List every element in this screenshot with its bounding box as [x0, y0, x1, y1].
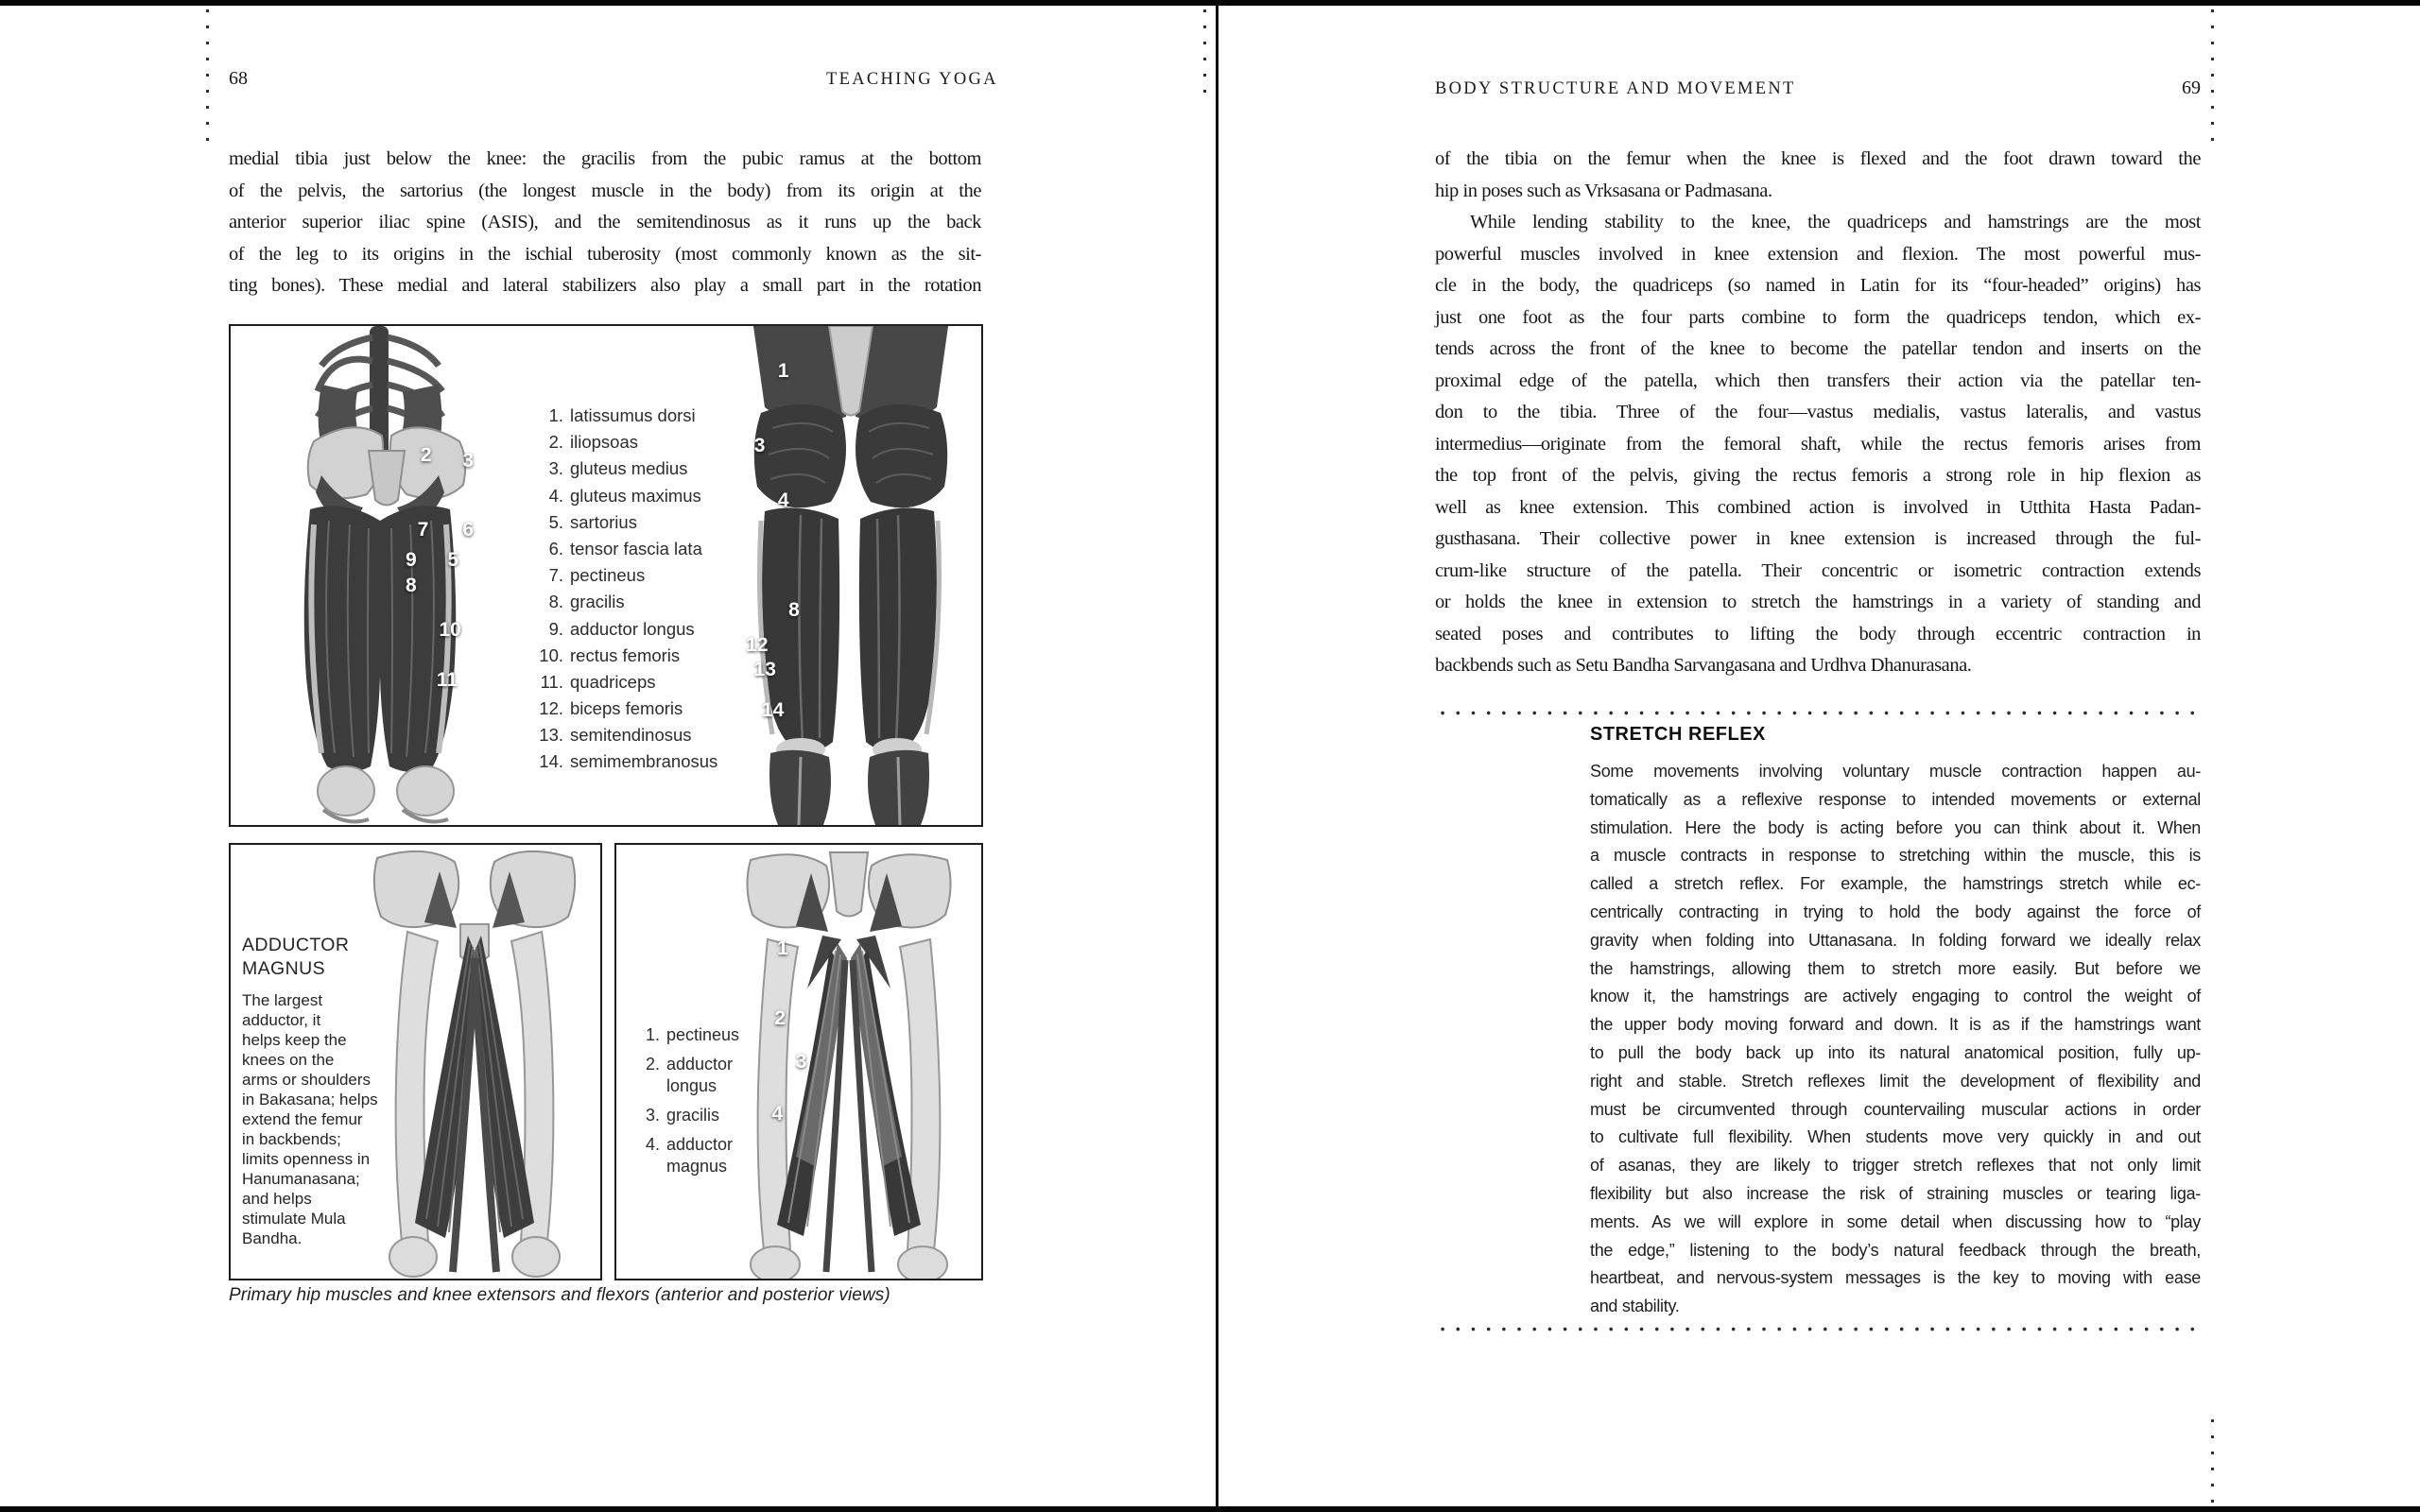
list-item [535, 539, 717, 565]
muscle-number-label: 2 [420, 444, 432, 467]
list-item-label: latissumus dorsi [570, 405, 696, 425]
text-line: must be circumvented through countervailing muscular actions in order [1590, 1099, 2201, 1119]
text-line: flexibility but also increase the risk of straining muscles or tearing liga- [1590, 1183, 2201, 1203]
text-line: centrically contracting in trying to hold the body against the force of [1590, 902, 2201, 921]
muscle-number-label: 8 [405, 574, 417, 596]
list-item-number: 10. [539, 644, 563, 665]
list-item [535, 751, 717, 778]
page-number: 68 [229, 68, 248, 89]
text-line: the top front of the pelvis, giving the rectus femoris a strong role in hip flexion as [1435, 465, 2201, 486]
dotted-rule-top [1435, 711, 2201, 715]
list-item-label: sartorius [570, 511, 637, 532]
figure-caption: Primary hip muscles and knee extensors and flexors (anterior and posterior views) [229, 1285, 890, 1305]
muscle-number-label: 12 [746, 633, 769, 656]
text-line: don to the tibia. Three of the four—vastus medialis, vastus lateralis, and vastus [1435, 402, 2201, 422]
muscle-number-label: 13 [753, 659, 776, 681]
list-item [535, 672, 717, 698]
dotted-rule-bottom [1435, 1327, 2201, 1332]
text-line: seated poses and contributes to lifting the body through eccentric contraction in [1435, 623, 2201, 644]
list-item [535, 432, 717, 458]
text-line: right and stable. Stretch reflexes limit the development of flexibility and [1590, 1071, 2201, 1091]
list-item-number: 11. [540, 671, 563, 692]
text-line: Some movements involving voluntary muscle contraction happen au- [1590, 762, 2201, 781]
muscle-number-label: 5 [447, 549, 459, 572]
posterior-right-illustration [717, 326, 981, 825]
running-head: TEACHING YOGA [826, 70, 998, 89]
list-item-number: 4. [645, 1135, 660, 1154]
knee-right [512, 1237, 560, 1277]
list-item-number: 6. [548, 538, 563, 558]
text-line: extend the femur [242, 1110, 363, 1128]
adductor-magnus-title: ADDUCTOR MAGNUS [242, 935, 350, 979]
list-item-label: semimembranosus [570, 751, 718, 772]
list-item-label: adductor magnus [666, 1135, 734, 1176]
text-line: tomatically as a reflexive response to intended movements or external [1590, 789, 2201, 809]
body-paragraph [1435, 207, 2201, 682]
list-item-number: 3. [645, 1106, 660, 1125]
knee-left [389, 1237, 437, 1277]
list-item-number: 12. [539, 698, 563, 719]
adductor-magnus-box [229, 843, 602, 1280]
text-line: to pull the body back up into its natural anatomical position, fully up- [1590, 1042, 2201, 1062]
list-item [535, 486, 717, 512]
muscle-number-label: 3 [462, 449, 475, 472]
list-item-label: gluteus medius [570, 458, 688, 479]
text-line: the upper body moving forward and down. It is as if the hamstrings want [1590, 1015, 2201, 1035]
list-item-label: tensor fascia lata [570, 538, 702, 558]
sidebar-text [1590, 758, 2201, 1321]
text-line: While lending stability to the knee, the quadriceps and hamstrings are the most [1470, 212, 2201, 232]
list-item [535, 405, 717, 432]
list-item-label: semitendinosus [570, 725, 692, 746]
list-item [535, 725, 717, 751]
text-line: to cultivate full flexibility. When students move very quickly in and out [1590, 1127, 2201, 1147]
muscle-number-label: 6 [462, 519, 475, 541]
list-item-number: 8. [548, 592, 563, 612]
list-item-number: 2. [548, 432, 563, 453]
text-line: gusthasana. Their collective power in knee extension is increased through the ful- [1435, 528, 2201, 549]
list-item-label: quadriceps [570, 671, 656, 692]
anterior-adductor-illustration [349, 845, 600, 1279]
list-item-number: 1. [645, 1025, 660, 1044]
text-line: knees on the [242, 1051, 335, 1069]
text-line: heartbeat, and nervous-system messages is the key to moving with ease [1590, 1268, 2201, 1288]
list-item [535, 645, 717, 672]
body-paragraph [1435, 144, 2201, 207]
text-line: adductor, it [242, 1011, 321, 1029]
muscle-number-label: 4 [777, 489, 789, 511]
text-line: hip in poses such as Vrksasana or Padmasana. [1435, 180, 1772, 201]
text-line: in backbends; [242, 1130, 341, 1148]
text-line: Hanumanasana; [242, 1170, 360, 1188]
text-line: intermedius—originate from the femoral shaft, while the rectus femoris arises from [1435, 433, 2201, 455]
list-item-label: gracilis [666, 1106, 720, 1125]
text-line: stimulate Mula [242, 1210, 346, 1228]
list-item-number: 5. [548, 511, 563, 532]
stretch-reflex-sidebar [1590, 724, 2201, 1321]
text-line: crum-like structure of the patella. Their concentric or isometric contraction extends [1435, 559, 2201, 581]
text-line: backbends such as Setu Bandha Sarvangasana and Urdhva Dhanurasana. [1435, 655, 1972, 676]
text-line: powerful muscles involved in knee extension and flexion. The most powerful mus- [1435, 243, 2201, 265]
list-item [535, 458, 717, 485]
running-head: BODY STRUCTURE AND MOVEMENT [1435, 79, 1796, 98]
text-line: know it, the hamstrings are actively engaging to control the weight of [1590, 987, 2201, 1006]
text-line: and helps [242, 1190, 312, 1208]
figure-number-overlay [231, 326, 531, 825]
muscle-number-label: 14 [761, 698, 785, 721]
text-line: tends across the front of the knee to become the patellar tendon and inserts on the [1435, 338, 2201, 359]
muscle-number-label: 7 [417, 519, 429, 541]
text-line: of the leg to its origins in the ischial tuberosity (most commonly known as the sit- [229, 243, 981, 265]
figure-number-overlay [717, 845, 981, 1279]
list-item [535, 698, 717, 725]
anatomy-figure-box [229, 324, 983, 827]
anterior-pelvis-art [349, 845, 600, 1279]
text-line: ting bones). These medial and lateral stabilizers also play a small part in the rotation [229, 275, 981, 296]
list-item [535, 565, 717, 592]
text-line: and stability. [1590, 1297, 1680, 1316]
muscle-number-label: 4 [771, 1102, 784, 1125]
text-line: arms or shoulders [242, 1071, 372, 1089]
right-page [1219, 0, 2420, 1512]
anterior-figure-box [614, 843, 983, 1280]
text-line: ments. As we will explore in some detail when discussing how to “play [1590, 1211, 2201, 1231]
list-item-label: rectus femoris [570, 644, 681, 665]
sidebar-title: STRETCH REFLEX [1590, 724, 1766, 745]
list-item-label: pectineus [570, 565, 646, 586]
list-item-label: iliopsoas [570, 432, 638, 453]
list-item-number: 7. [548, 565, 563, 586]
text-line: of the tibia on the femur when the knee is flexed and the foot drawn toward the [1435, 148, 2201, 169]
text-line: a muscle contracts in response to stretching within the muscle, this is [1590, 846, 2201, 866]
text-line: limits openness in [242, 1150, 371, 1168]
text-line: cle in the body, the quadriceps (so named in Latin for its “four-headed” origins) has [1435, 275, 2201, 296]
muscle-label-list [535, 405, 717, 779]
list-item-label: adductor longus [570, 618, 695, 639]
muscle-number-label: 2 [774, 1006, 786, 1029]
text-line: anterior superior iliac spine (ASIS), and the semitendinosus as it runs up the back [229, 212, 981, 232]
muscle-number-label: 1 [777, 937, 788, 960]
list-item-label: adductor longus [666, 1055, 734, 1095]
text-line: just one foot as the four parts combine to form the quadriceps tendon, which ex- [1435, 306, 2201, 328]
list-item-label: gracilis [570, 592, 625, 612]
list-item [535, 512, 717, 539]
text-line: or holds the knee in extension to stretch the hamstrings in a variety of standing and [1435, 592, 2201, 612]
muscle-number-label: 3 [753, 434, 766, 456]
list-item-number: 14. [539, 751, 563, 772]
list-item-label: gluteus maximus [570, 485, 701, 506]
list-item-label: pectineus [666, 1025, 740, 1044]
muscle-number-label: 8 [788, 598, 800, 621]
text-line: of the pelvis, the sartorius (the longest muscle in the body) from its origin at the [229, 180, 981, 201]
text-line: the edge,” listening to the body’s natural feedback through the breath, [1590, 1240, 2201, 1260]
list-item [535, 619, 717, 645]
list-item-label: biceps femoris [570, 698, 683, 719]
list-item-number: 3. [548, 458, 563, 479]
list-item-number: 4. [548, 485, 563, 506]
text-line: Bandha. [242, 1229, 302, 1247]
list-item-number: 13. [539, 725, 563, 746]
text-line: stimulation. Here the body is acting before you can think about it. When [1590, 817, 2201, 837]
figure-number-overlay [717, 326, 981, 825]
muscle-number-label: 3 [795, 1050, 807, 1073]
list-item-number: 1. [548, 405, 563, 425]
list-item [535, 592, 717, 618]
body-paragraph [229, 144, 981, 302]
text-line: The largest [242, 991, 323, 1009]
muscle-number-label: 11 [436, 668, 458, 691]
text-line: in Bakasana; helps [242, 1091, 378, 1108]
muscle-number-label: 9 [405, 549, 417, 572]
muscle-number-label: 10 [439, 619, 461, 642]
list-item-number: 9. [548, 618, 563, 639]
page-number: 69 [2182, 77, 2201, 98]
anterior-bones-illustration [717, 845, 981, 1279]
text-line: helps keep the [242, 1031, 347, 1049]
text-line: called a stretch reflex. For example, the hamstrings stretch while ec- [1590, 874, 2201, 894]
text-line: the hamstrings, allowing them to stretch more easily. But before we [1590, 958, 2201, 978]
text-line: of asanas, they are likely to trigger stretch reflexes that not only limit [1590, 1156, 2201, 1176]
text-line: medial tibia just below the knee: the gracilis from the pubic ramus at the bottom [229, 148, 981, 169]
list-item-number: 2. [645, 1055, 660, 1074]
text-line: gravity when folding into Uttanasana. In folding forward we ideally relax [1590, 930, 2201, 950]
posterior-left-illustration [231, 326, 531, 825]
text-line: well as knee extension. This combined action is involved in Utthita Hasta Padan- [1435, 496, 2201, 518]
muscle-number-label: 1 [777, 359, 789, 382]
text-line: proximal edge of the patella, which then transfers their action via the patellar ten- [1435, 369, 2201, 391]
